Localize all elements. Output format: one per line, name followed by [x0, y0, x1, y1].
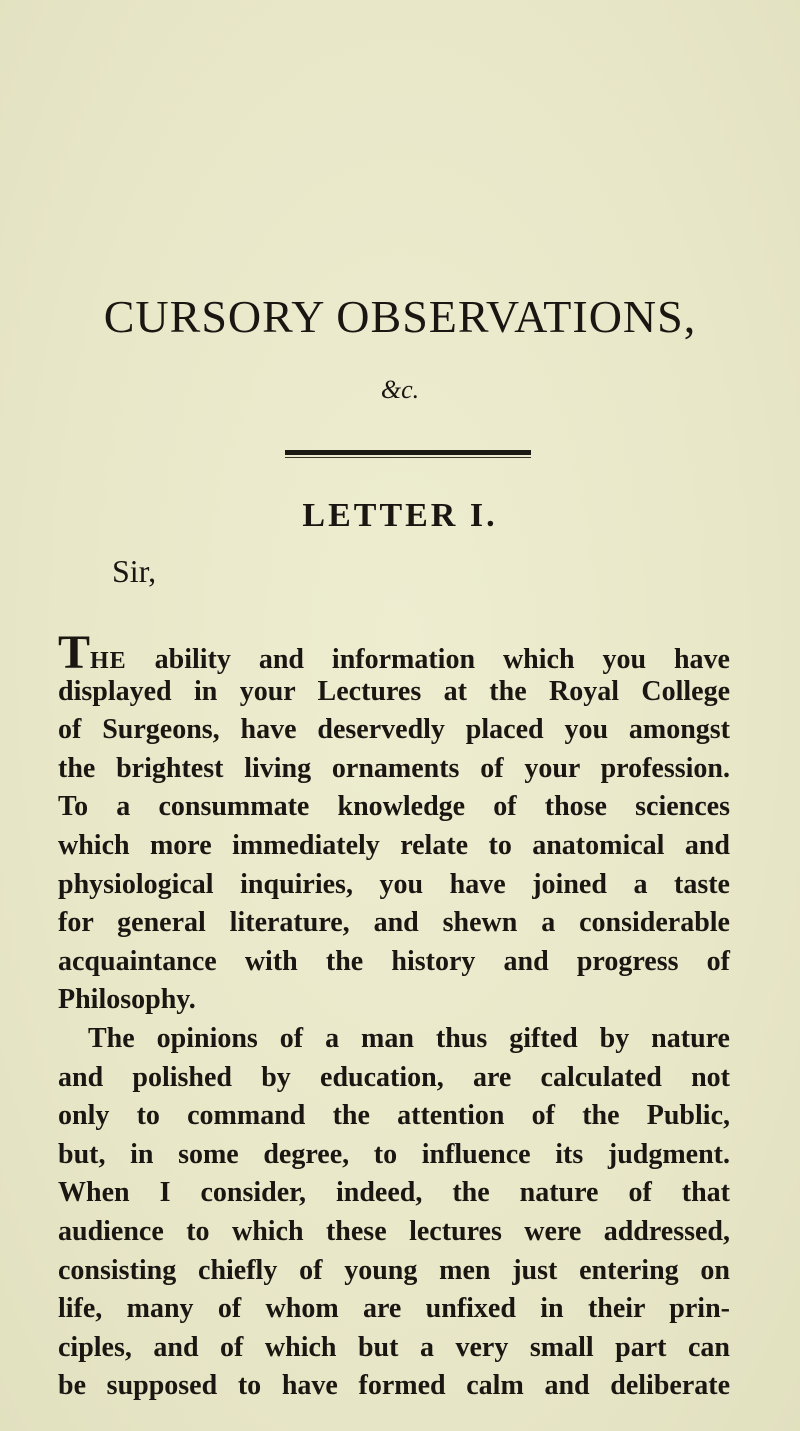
paragraph1-line-4: the brightest living ornaments of your profession. [58, 752, 730, 784]
paragraph1-line-9: acquaintance with the history and progress of [58, 945, 730, 977]
paragraph2-line-6: audience to which these lectures were addressed, [58, 1215, 730, 1247]
drop-cap: T [58, 626, 91, 679]
small-caps-word: HE [90, 648, 127, 674]
salutation: Sir, [112, 553, 157, 589]
paragraph1-line-6: which more immediately relate to anatomical and [58, 829, 730, 861]
paragraph1-line-3: of Surgeons, have deservedly placed you amongst [58, 714, 730, 746]
paragraph1-line-5: To a consummate knowledge of those sciences [58, 791, 730, 823]
subtitle-etc: &c. [380, 375, 420, 404]
paragraph1-line-10: Philosophy. [58, 984, 196, 1016]
letter-heading: LETTER I. [302, 497, 498, 534]
title-rule-thin [285, 457, 531, 458]
paragraph2-line-9: ciples, and of which but a very small part can [58, 1331, 730, 1363]
paragraph2-line-8: life, many of whom are unfixed in their prin- [58, 1293, 730, 1325]
paragraph2-line-4: but, in some degree, to influence its judgment. [58, 1138, 730, 1170]
paragraph1-line-2: displayed in your Lectures at the Royal College [58, 675, 730, 707]
paragraph2-line-1: The opinions of a man thus gifted by nature [88, 1022, 730, 1054]
paragraph2-line-7: consisting chiefly of young men just entering on [58, 1254, 730, 1286]
paragraph2-line-3: only to command the attention of the Public, [58, 1100, 730, 1132]
paragraph1-line-8: for general literature, and shewn a considerable [58, 907, 730, 939]
paragraph2-line-5: When I consider, indeed, the nature of that [58, 1177, 730, 1209]
page-title: CURSORY OBSERVATIONS, [103, 291, 697, 342]
title-rule-thick [285, 450, 531, 455]
letter-body [58, 626, 730, 1406]
paragraph1-line-1: THE ability and information which you have [58, 626, 730, 679]
paragraph2-line-2: and polished by education, are calculated not [58, 1061, 730, 1093]
paragraph1-line-7: physiological inquiries, you have joined a taste [58, 868, 730, 900]
paragraph2-line-10: be supposed to have formed calm and deliberate [58, 1370, 730, 1402]
